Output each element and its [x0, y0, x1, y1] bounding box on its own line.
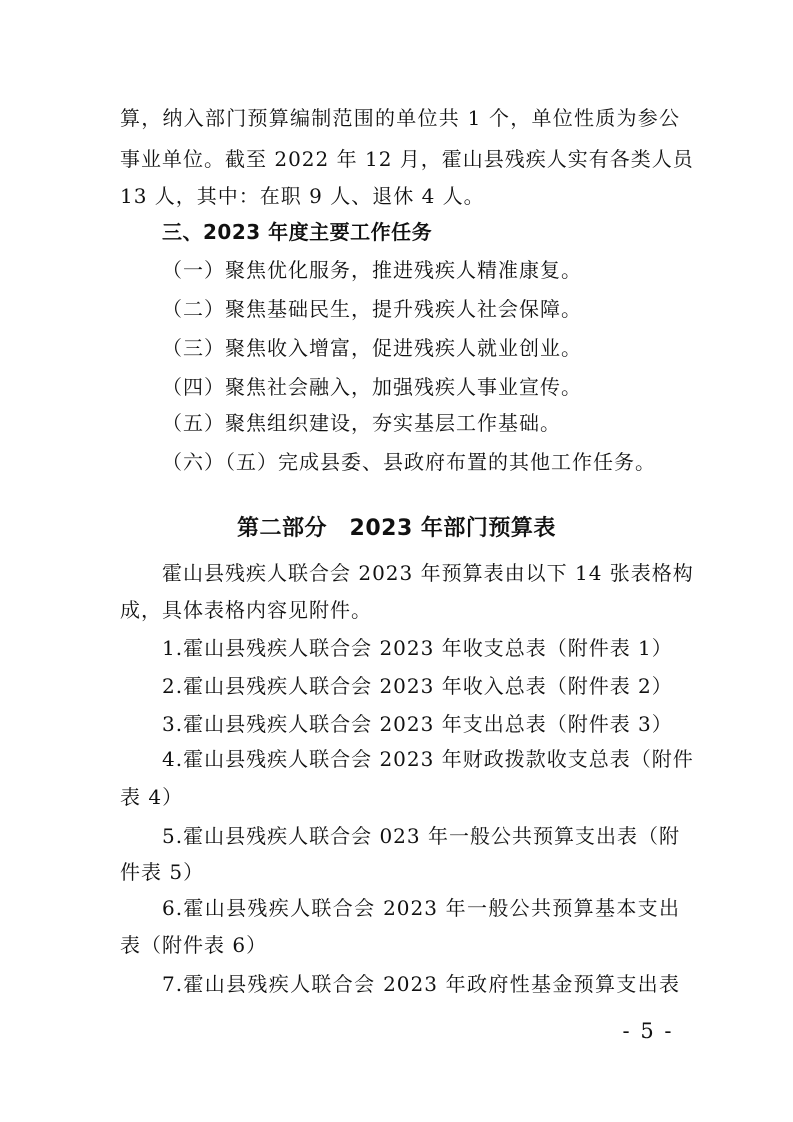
table-list-item-continued: 件表 5）: [120, 860, 205, 884]
task-item: （四）聚焦社会融入，加强残疾人事业宣传。: [162, 375, 582, 399]
table-list-item: 6.霍山县残疾人联合会 2023 年一般公共预算基本支出: [162, 896, 680, 920]
table-list-item: 2.霍山县残疾人联合会 2023 年收入总表（附件表 2）: [162, 674, 673, 698]
task-item: （三）聚焦收入增富，促进残疾人就业创业。: [162, 336, 582, 360]
table-list-item: 4.霍山县残疾人联合会 2023 年财政拨款收支总表（附件: [162, 747, 694, 771]
task-item: （一）聚焦优化服务，推进残疾人精准康复。: [162, 258, 582, 282]
body-text-line: 算，纳入部门预算编制范围的单位共 1 个，单位性质为参公: [120, 106, 680, 130]
task-item: （六）（五）完成县委、县政府布置的其他工作任务。: [162, 450, 656, 474]
table-list-item-continued: 表 4）: [120, 785, 184, 809]
section-heading: 三、2023 年度主要工作任务: [162, 220, 433, 244]
body-text-line: 13 人，其中：在职 9 人、退休 4 人。: [120, 184, 485, 208]
task-item: （五）聚焦组织建设，夯实基层工作基础。: [162, 411, 561, 435]
table-list-item: 3.霍山县残疾人联合会 2023 年支出总表（附件表 3）: [162, 712, 673, 736]
page-number: - 5 -: [622, 1019, 674, 1043]
table-list-item: 7.霍山县残疾人联合会 2023 年政府性基金预算支出表: [162, 972, 680, 996]
task-item: （二）聚焦基础民生，提升残疾人社会保障。: [162, 297, 582, 321]
table-list-item: 5.霍山县残疾人联合会 023 年一般公共预算支出表（附: [162, 824, 680, 848]
table-list-item-continued: 表（附件表 6）: [120, 933, 268, 957]
body-text-line: 事业单位。截至 2022 年 12 月，霍山县残疾人实有各类人员: [120, 147, 694, 171]
body-text-line: 成，具体表格内容见附件。: [120, 598, 372, 622]
body-text-line: 霍山县残疾人联合会 2023 年预算表由以下 14 张表格构: [162, 561, 694, 585]
table-list-item: 1.霍山县残疾人联合会 2023 年收支总表（附件表 1）: [162, 636, 673, 660]
part-title: 第二部分 2023 年部门预算表: [237, 516, 556, 541]
